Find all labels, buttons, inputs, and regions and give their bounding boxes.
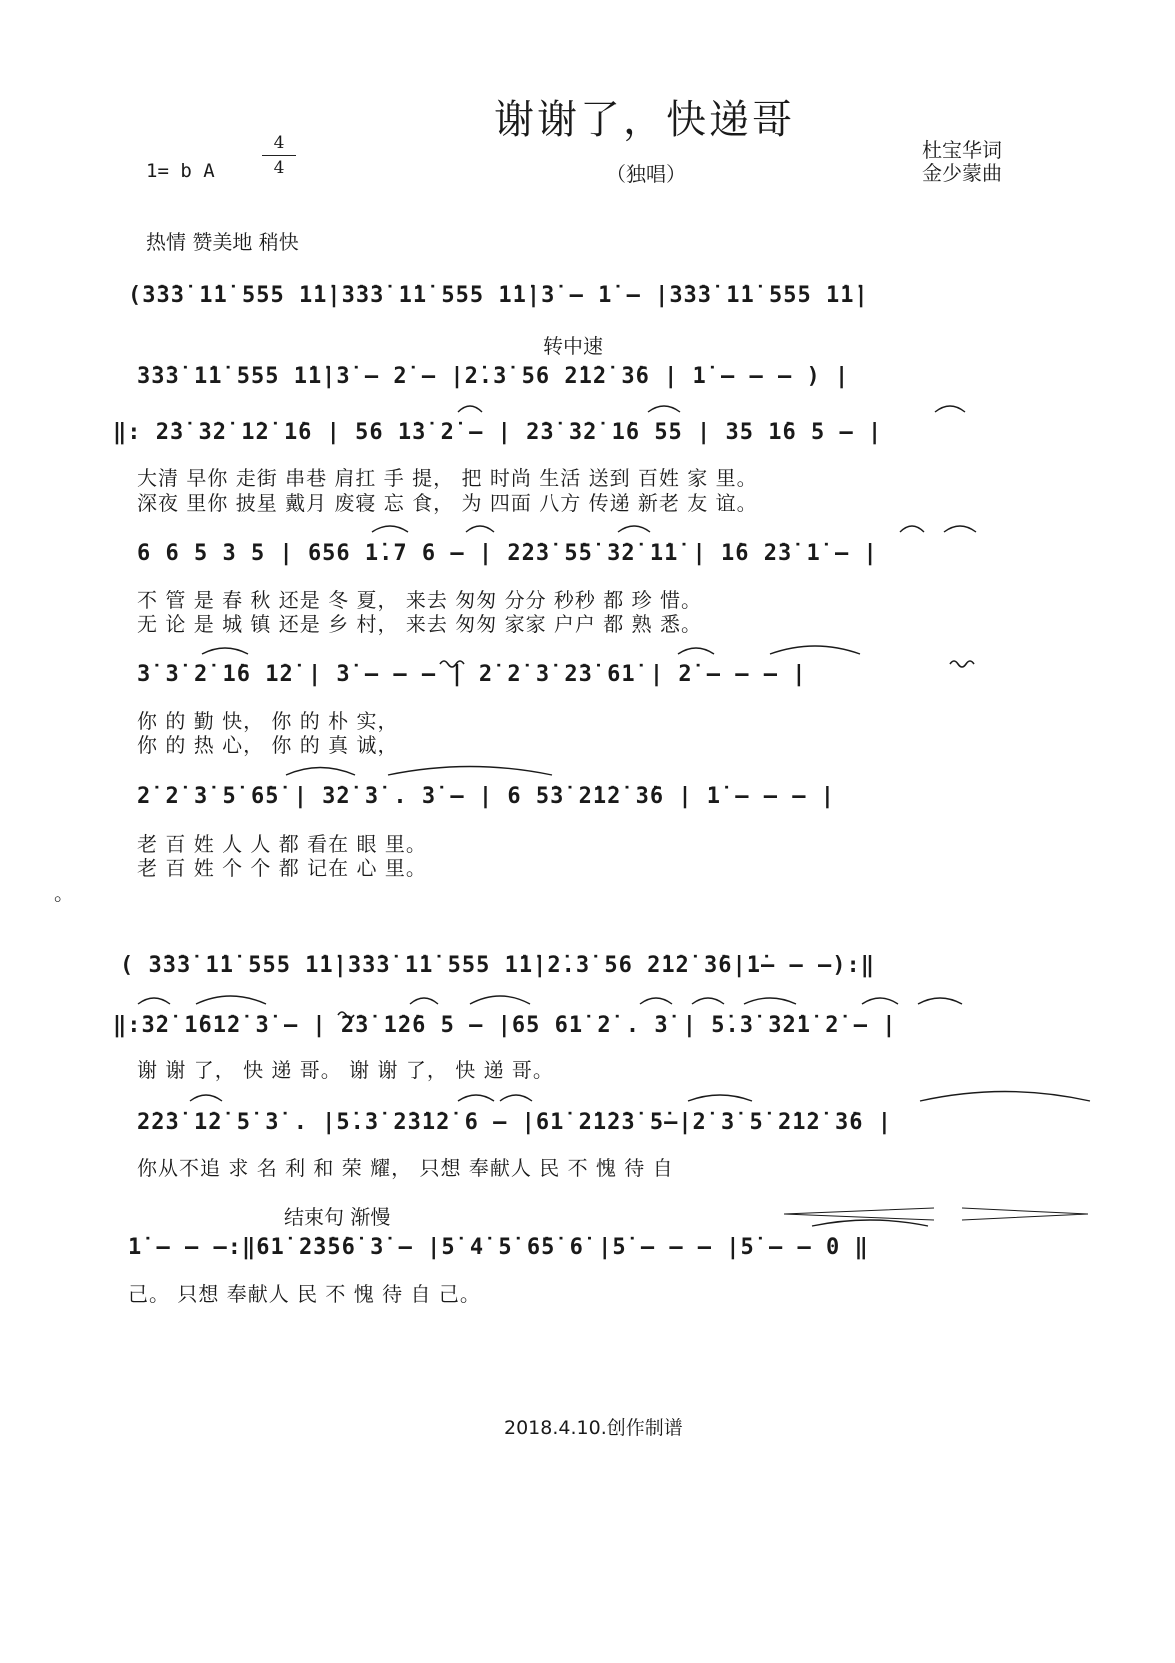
slur (770, 646, 860, 654)
slur (944, 526, 976, 532)
time-signature-top: 4 (273, 133, 285, 153)
slur (500, 1095, 532, 1101)
slur (138, 998, 170, 1004)
slur (286, 768, 355, 776)
slur (918, 998, 962, 1004)
score-line-3-lyric-2: 深夜 里你 披星 戴月 废寝 忘 食， 为 四面 八方 传递 新老 友 谊。 (137, 491, 758, 515)
tempo-change: 转中速 (543, 334, 603, 358)
tempo-marking: 热情 赞美地 稍快 (146, 230, 299, 254)
score-line-7-notes: ( 3̇3̇3̇ 1̇1̇ 555 1̇1̇|3̇3̇3̇ 1̇1̇ 555 1̇1̇|2̇.3̇ 56 2̇1̇2̇ 3̇6|1̇— — —):‖ (120, 953, 875, 978)
score-line-10-lyric-1: 己。 只想 奉献人 民 不 愧 待 自 己。 (128, 1282, 481, 1306)
slur (935, 406, 965, 412)
slur (640, 998, 672, 1004)
slur (678, 648, 714, 654)
slur (458, 1095, 494, 1101)
decrescendo-hairpin (962, 1208, 1088, 1220)
score-line-2-notes: 3̇3̇3̇ 1̇1̇ 555 1̇1̇|3̇ — 2̇ — |2̇.3̇ 56 2̇1̇2̇ 3̇6 | 1̇ — — — ) | (137, 364, 850, 389)
score-line-3-lyric-1: 大清 早你 走街 串巷 肩扛 手 提， 把 时尚 生活 送到 百姓 家 里。 (137, 466, 758, 490)
slur (648, 406, 680, 412)
time-signature-bottom: 4 (273, 158, 285, 178)
slur (862, 998, 898, 1004)
slur (202, 648, 248, 654)
trill-mark (338, 1012, 354, 1018)
crescendo-hairpin (784, 1208, 934, 1220)
score-line-9-notes: 2̇2̇3̇ 1̇2̇ 5̇ 3̇ . |5̇.3̇ 2̇3̇1̇2̇ 6 — |61̇ 2̇1̇2̇3̇ 5̇—|2̇ 3̇ 5̇ 2̇1̇2̇ 3̇6 | (137, 1110, 892, 1135)
score-line-3-notes: ‖: 2̇3̇ 3̇2̇ 1̇2̇ 1̇6 | 56 1̇3̇ 2̇ — | 2̇3̇ 3̇2̇ 1̇6 55 | 35 1̇6 5 — | (113, 420, 883, 445)
score-line-6-notes: 2̇ 2̇ 3̇ 5̇ 6̇5̇ | 3̇2̇ 3̇ . 3̇ — | 6 5̇3̇ 2̇1̇2̇ 3̇6 | 1̇ — — — | (137, 784, 836, 809)
slur (196, 996, 266, 1004)
ending-marking: 结束句 渐慢 (284, 1205, 391, 1229)
score-line-5-notes: 3̇ 3̇ 2̇ 1̇6 1̇2̇ | 3̇ — — — | 2̇ 2̇ 3̇ 2̇3̇ 61̇ | 2̇ — — — | (137, 662, 807, 687)
lyricist-credit: 杜宝华词 (922, 138, 1002, 162)
score-line-5-lyric-2: 你 的 热 心， 你 的 真 诚， (137, 733, 399, 757)
score-line-6-lyric-2: 老 百 姓 个 个 都 记在 心 里。 (137, 856, 427, 880)
score-line-1-notes: (3̇3̇3̇ 1̇1̇ 555 1̇1̇|3̇3̇3̇ 1̇1̇ 555 1̇1̇|3̇ — 1̇ — |3̇3̇3̇ 1̇1̇ 555 1̇1̇| (128, 283, 869, 308)
slur (388, 767, 552, 776)
slur (372, 526, 408, 532)
stray-mark: 。 (54, 881, 74, 905)
key-signature: 1= b A (146, 160, 215, 182)
slur (812, 1220, 928, 1226)
score-line-4-lyric-1: 不 管 是 春 秋 还是 冬 夏， 来去 匆匆 分分 秒秒 都 珍 惜。 (137, 588, 703, 612)
slur (920, 1092, 1090, 1102)
slur (410, 998, 438, 1004)
slur (692, 998, 724, 1004)
page-title: 谢谢了，快递哥 (494, 97, 795, 143)
slur (900, 526, 924, 532)
performance-type: （独唱） (606, 162, 686, 186)
slur (190, 1095, 222, 1101)
score-line-6-lyric-1: 老 百 姓 人 人 都 看在 眼 里。 (137, 832, 427, 856)
footer-date: 2018.4.10.创作制谱 (504, 1417, 683, 1439)
score-line-8-notes: ‖:3̇2̇ 1̇61̇2̇ 3̇ — | 2̇3̇ 1̇2̇6 5 — |65 61̇ 2̇ . 3̇ | 5̇.3̇ 3̇2̇1̇ 2̇ — | (113, 1013, 897, 1038)
score-line-8-lyric-1: 谢 谢 了， 快 递 哥。 谢 谢 了， 快 递 哥。 (137, 1058, 554, 1082)
slur (466, 526, 494, 532)
trill-mark (440, 661, 464, 667)
composer-credit: 金少蒙曲 (922, 161, 1002, 185)
slur (744, 998, 796, 1004)
slur (618, 526, 650, 532)
score-line-9-lyric-1: 你从不追 求 名 利 和 荣 耀， 只想 奉献人 民 不 愧 待 自 (137, 1156, 674, 1180)
score-line-4-notes: 6 6 5 3 5 | 656 1̇.7 6 — | 2̇2̇3̇ 5̇5̇ 3̇2̇ 1̇1̇ | 1̇6 2̇3̇ 1̇ — | (137, 541, 878, 566)
slur (458, 406, 482, 412)
slur (688, 1095, 752, 1101)
score-line-5-lyric-1: 你 的 勤 快， 你 的 朴 实， (137, 709, 399, 733)
score-line-4-lyric-2: 无 论 是 城 镇 还是 乡 村， 来去 匆匆 家家 户户 都 熟 悉。 (137, 612, 703, 636)
score-line-10-notes: 1̇ — — —:‖61̇ 2̇3̇5̇6̇ 3̇ — |5̇ 4̇ 5̇ 6̇5̇ 6̇ |5̇ — — — |5̇ — — 0 ‖ (128, 1235, 869, 1260)
trill-mark (950, 661, 974, 667)
slur (470, 996, 530, 1004)
